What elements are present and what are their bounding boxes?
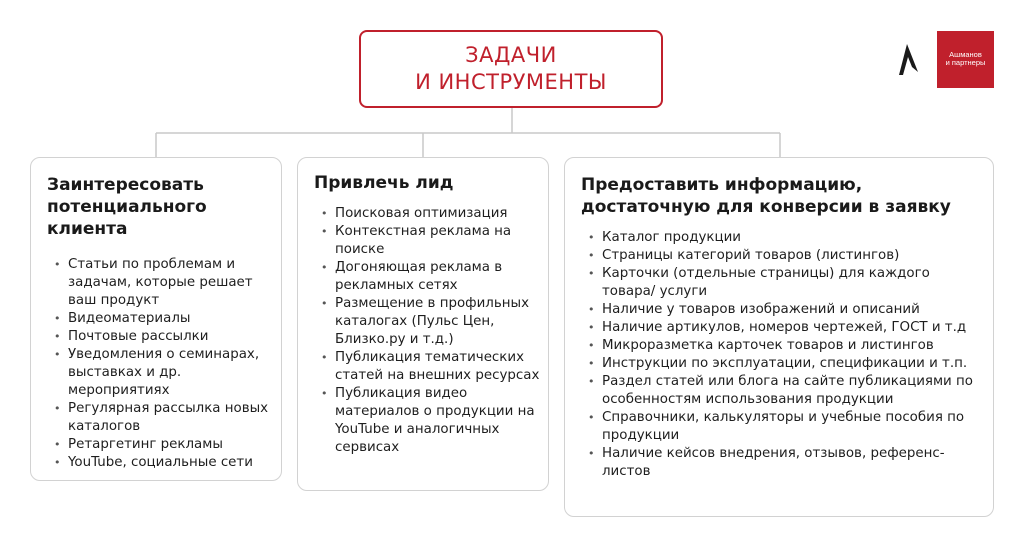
column-item-list xyxy=(314,205,540,457)
list-item: • Справочники, калькуляторы и учебные пособия по продукции xyxy=(581,409,983,445)
list-item: • Ретаргетинг рекламы xyxy=(47,436,271,454)
logo-text-line-1: Ашманов xyxy=(949,50,982,59)
list-item: • Догоняющая реклама в рекламных сетях xyxy=(314,259,540,295)
list-item: • Наличие у товаров изображений и описаний xyxy=(581,301,983,319)
list-item: • Поисковая оптимизация xyxy=(314,205,540,223)
column-title: Предоставить информацию, достаточную для конверсии в заявку xyxy=(581,175,951,217)
logo-text-line-2: и партнеры xyxy=(945,58,986,67)
list-item: • Почтовые рассылки xyxy=(47,328,271,346)
list-item: • Микроразметка карточек товаров и листингов xyxy=(581,337,983,355)
list-item: • Размещение в профильных каталогах (Пульс Цен, Близко.ру и т.д.) xyxy=(314,295,540,349)
column-title: Привлечь лид xyxy=(314,173,454,193)
logo-arrow-icon xyxy=(896,42,922,76)
list-item: • Контекстная реклама на поиске xyxy=(314,223,540,259)
diagram-title-line-1: ЗАДАЧИ xyxy=(465,43,557,67)
list-item: • Карточки (отдельные страницы) для каждого товара/ услуги xyxy=(581,265,983,301)
list-item: • Страницы категорий товаров (листингов) xyxy=(581,247,983,265)
column-item-list xyxy=(47,256,271,472)
list-item: • YouTube, социальные сети xyxy=(47,454,271,472)
column-card-interest xyxy=(30,157,282,481)
list-item: • Регулярная рассылка новых каталогов xyxy=(47,400,271,436)
list-item: • Статьи по проблемам и задачам, которые решает ваш продукт xyxy=(47,256,271,310)
list-item: • Видеоматериалы xyxy=(47,310,271,328)
list-item: • Публикация видео материалов о продукции на YouTube и аналогичных сервисах xyxy=(314,385,540,457)
diagram-title-line-2: И ИНСТРУМЕНТЫ xyxy=(415,70,607,94)
list-item: • Наличие кейсов внедрения, отзывов, референс-листов xyxy=(581,445,983,481)
list-item: • Уведомления о семинарах, выставках и др. мероприятиях xyxy=(47,346,271,400)
diagram-title-box xyxy=(359,30,663,108)
list-item: • Инструкции по эксплуатации, спецификации и т.п. xyxy=(581,355,983,373)
column-title: Заинтересовать потенциального клиента xyxy=(47,175,207,239)
column-item-list xyxy=(581,229,983,481)
list-item: • Публикация тематических статей на внешних ресурсах xyxy=(314,349,540,385)
column-card-lead xyxy=(297,157,549,491)
logo-badge xyxy=(937,31,994,88)
column-card-conversion xyxy=(564,157,994,517)
list-item: • Каталог продукции xyxy=(581,229,983,247)
list-item: • Раздел статей или блога на сайте публикациями по особенностям использования продукции xyxy=(581,373,983,409)
list-item: • Наличие артикулов, номеров чертежей, ГОСТ и т.д xyxy=(581,319,983,337)
